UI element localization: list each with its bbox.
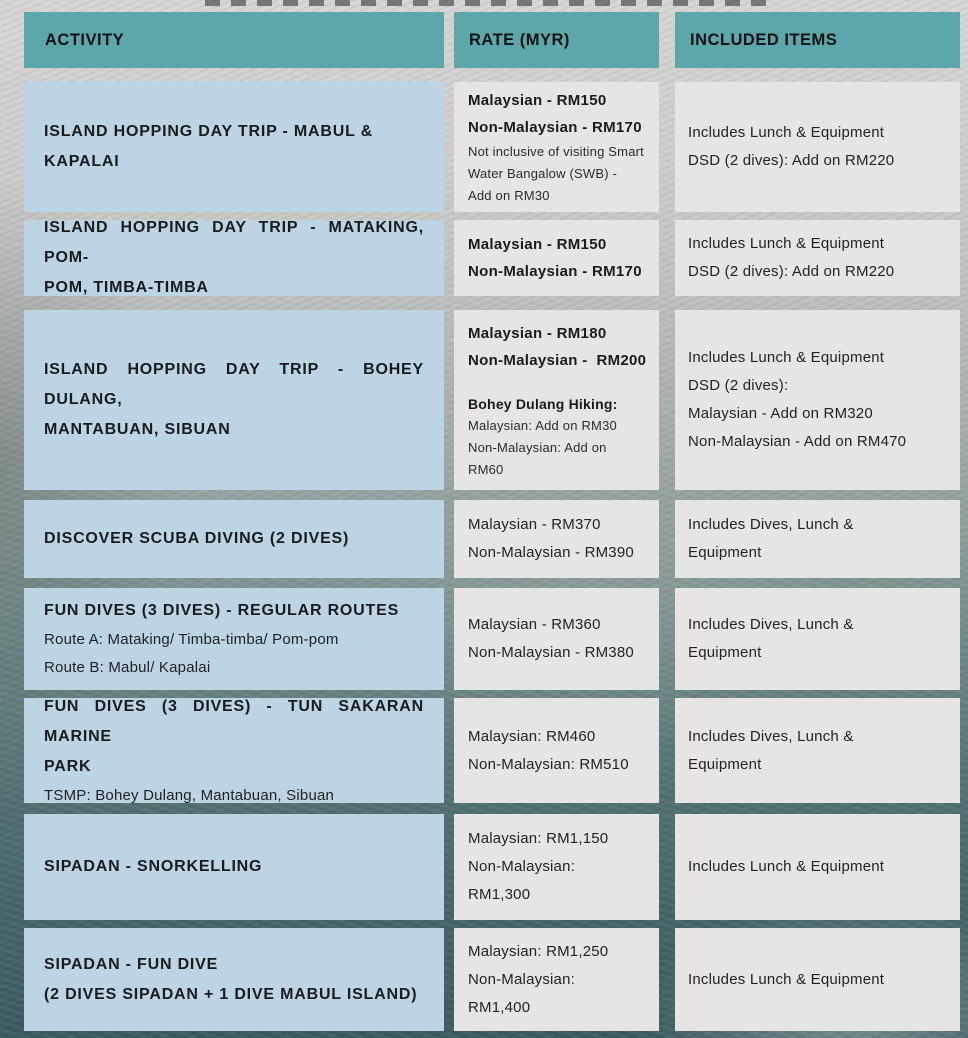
column-header-activity [24,12,444,68]
rate-line: RM1,300 [468,886,531,903]
activity-line: POM, TIMBA-TIMBA [44,279,209,296]
activity-line: Route B: Mabul/ Kapalai [44,659,211,676]
included-line: Malaysian - Add on RM320 [688,405,873,422]
included-cell [675,82,960,212]
included-cell [675,588,960,690]
rate-line [468,374,651,393]
rate-cell [454,588,659,690]
activity-cell [24,310,444,490]
rate-line: Malaysian - RM150 [468,236,607,253]
table-row [24,500,960,578]
activity-line: SIPADAN - SNORKELLING [44,858,263,875]
rate-line: Not inclusive of visiting Smart [468,144,644,159]
activity-cell [24,588,444,690]
rate-line: Non-Malaysian - RM170 [468,263,642,280]
activity-cell [24,698,444,803]
rate-line: Non-Malaysian - RM380 [468,644,634,661]
included-cell [675,698,960,803]
included-line: Non-Malaysian - Add on RM470 [688,433,907,450]
included-line: Includes Dives, Lunch & [688,727,854,745]
included-cell [675,500,960,578]
rate-line: Non-Malaysian: Add on [468,439,607,455]
rate-cell [454,928,659,1031]
included-line: DSD (2 dives): Add on RM220 [688,263,895,280]
included-line: Includes Lunch & Equipment [688,858,885,875]
cropped-title-remnant [205,0,775,6]
rate-line: Malaysian: RM1,250 [468,942,609,960]
rate-line: Malaysian: Add on RM30 [468,417,617,433]
activity-cell [24,220,444,296]
rate-line: Malaysian - RM150 [468,92,607,109]
included-line: DSD (2 dives): [688,377,789,394]
rate-line: Non-Malaysian: RM510 [468,755,629,773]
rate-cell [454,220,659,296]
rate-line: Non-Malaysian: [468,858,576,875]
rate-line: Malaysian: RM1,150 [468,830,609,847]
table-row [24,928,960,1031]
activity-cell [24,928,444,1031]
column-header-label: RATE (MYR) [469,30,570,49]
rate-line: Malaysian - RM370 [468,516,601,533]
rate-line: Non-Malaysian - RM390 [468,544,634,561]
rate-cell [454,698,659,803]
price-table [24,12,960,1031]
included-line: Includes Lunch & Equipment [688,349,885,366]
rate-line: Malaysian - RM360 [468,616,601,633]
activity-cell [24,82,444,212]
column-header-included-items [675,12,960,68]
activity-line: TSMP: Bohey Dulang, Mantabuan, Sibuan [44,786,335,804]
activity-line: FUN DIVES (3 DIVES) - REGULAR ROUTES [44,602,400,619]
rate-line: Non-Malaysian: [468,970,576,988]
activity-line: ISLAND HOPPING DAY TRIP - MABUL & [44,123,373,140]
column-header-label: INCLUDED ITEMS [690,30,838,49]
activity-line: (2 DIVES SIPADAN + 1 DIVE MABUL ISLAND) [44,985,418,1003]
rate-line: Add on RM30 [468,188,550,203]
rate-line: Non-Malaysian - RM200 [468,351,647,369]
rate-cell [454,500,659,578]
column-header-label: ACTIVITY [45,30,125,49]
activity-line: DISCOVER SCUBA DIVING (2 DIVES) [44,530,350,547]
included-line: Includes Lunch & Equipment [688,124,885,141]
table-header-row [24,12,960,68]
rate-cell [454,310,659,490]
table-row [24,814,960,920]
activity-line: FUN DIVES (3 DIVES) - TUN SAKARAN MARINE [44,697,430,745]
included-line: DSD (2 dives): Add on RM220 [688,152,895,169]
table-row [24,310,960,490]
activity-line: Route A: Mataking/ Timba-timba/ Pom-pom [44,631,339,648]
activity-line: PARK [44,757,92,775]
included-line: Includes Lunch & Equipment [688,235,885,252]
activity-cell [24,500,444,578]
rate-line: Non-Malaysian - RM170 [468,119,642,136]
included-cell [675,814,960,920]
rate-line: Bohey Dulang Hiking: [468,395,618,412]
rate-line: Water Bangalow (SWB) - [468,166,618,181]
included-line: Includes Dives, Lunch & [688,616,854,633]
activity-line: SIPADAN - FUN DIVE [44,955,219,973]
rate-cell [454,82,659,212]
table-row [24,220,960,296]
activity-line: MANTABUAN, SIBUAN [44,421,231,438]
rate-line: Malaysian - RM180 [468,324,607,342]
rate-line: RM60 [468,461,504,477]
included-line: Includes Dives, Lunch & [688,516,854,533]
activity-line: ISLAND HOPPING DAY TRIP - MATAKING, POM- [44,219,430,266]
activity-line: ISLAND HOPPING DAY TRIP - BOHEY DULANG, [44,361,430,408]
included-line: Includes Lunch & Equipment [688,970,885,988]
activity-line: KAPALAI [44,153,120,170]
column-header-rate [454,12,659,68]
activity-cell [24,814,444,920]
included-line: Equipment [688,755,762,773]
table-body [24,82,960,1031]
included-cell [675,310,960,490]
table-row [24,82,960,212]
included-cell [675,220,960,296]
rate-cell [454,814,659,920]
table-row [24,588,960,690]
included-line: Equipment [688,544,762,561]
included-line: Equipment [688,644,762,661]
rate-line: RM1,400 [468,998,531,1016]
table-row [24,698,960,803]
included-cell [675,928,960,1031]
rate-line: Malaysian: RM460 [468,727,596,745]
